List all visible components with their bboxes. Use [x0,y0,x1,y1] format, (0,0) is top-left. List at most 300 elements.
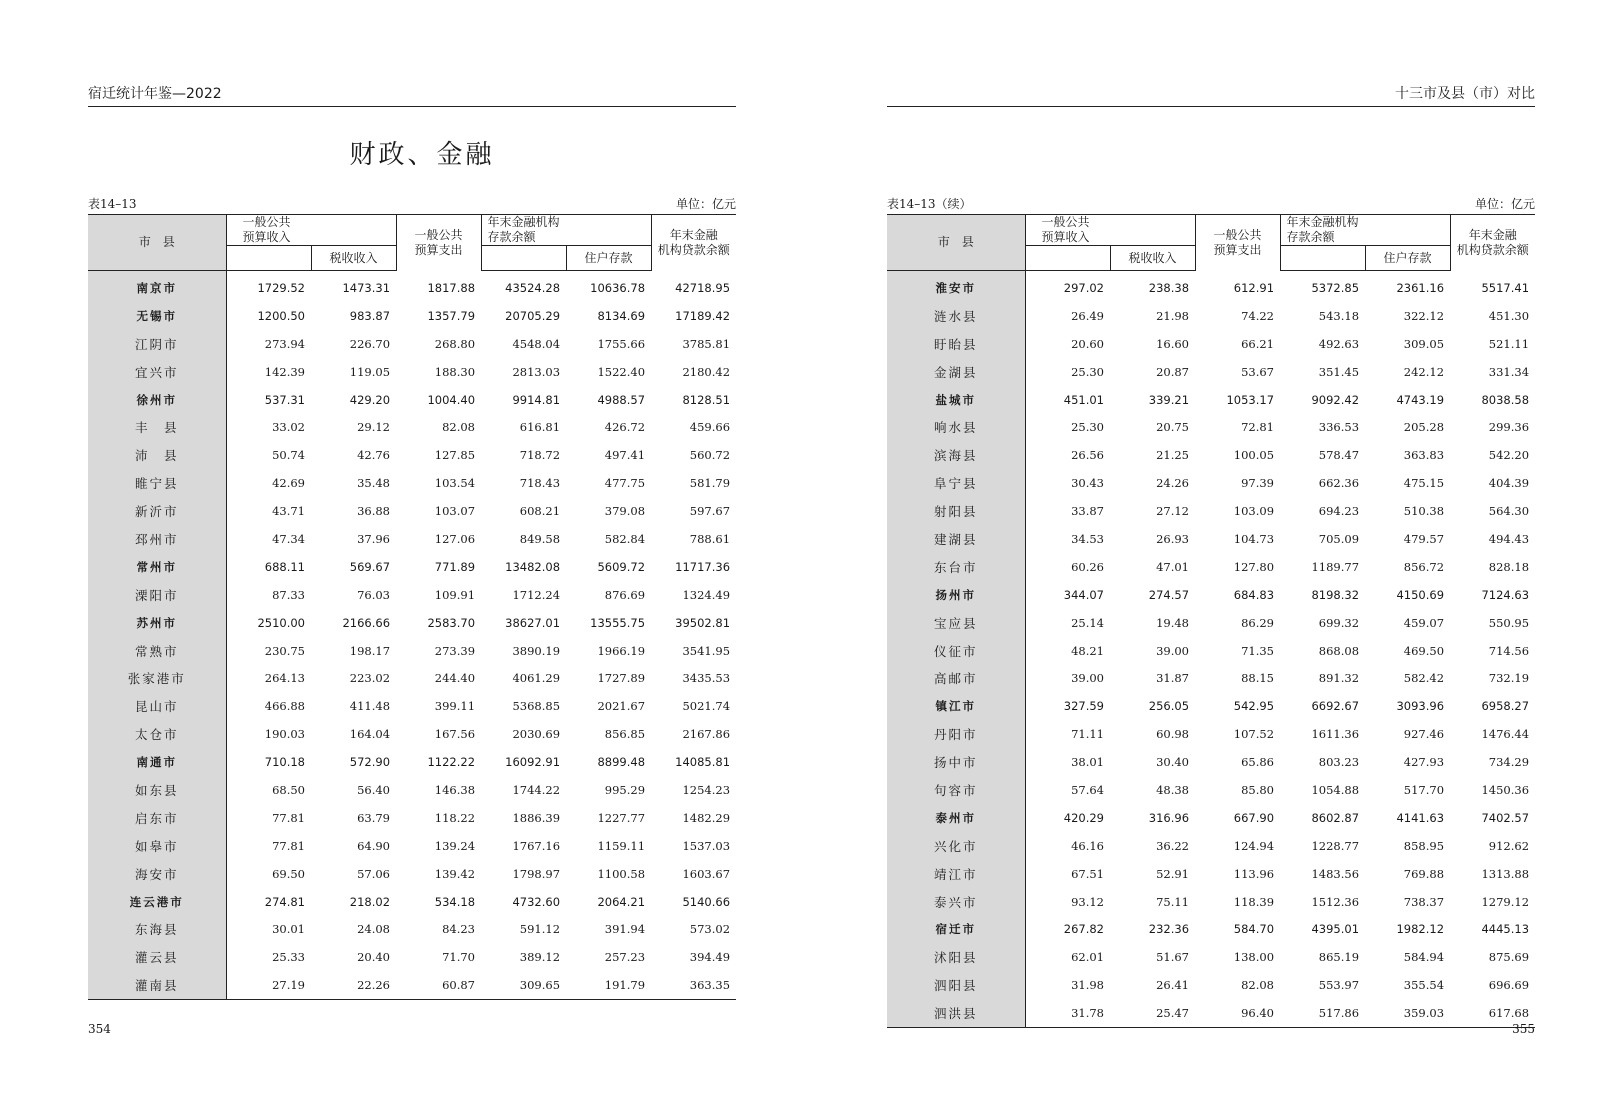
household-deposits-cell: 738.37 [1403,894,1445,909]
loans-cell: 3435.53 [682,671,731,686]
budget-expenditure-cell: 72.81 [1241,420,1275,435]
region-name-cell: 泗阳县 [887,971,1025,999]
region-name-cell: 如东县 [88,776,226,804]
table-row [887,469,1535,497]
budget-expenditure-cell: 167.56 [434,727,476,742]
header-budget-revenue: 一般公共 预算收入 [226,215,396,246]
household-deposits-cell: 8899.48 [597,755,646,770]
loans-cell: 394.49 [689,950,731,965]
loans-cell: 299.36 [1488,420,1530,435]
loans-cell: 451.30 [1488,308,1530,323]
household-deposits-cell: 8134.69 [597,308,646,323]
deposits-cell: 4395.01 [1311,922,1360,937]
budget-revenue-cell: 273.94 [264,336,305,351]
budget-revenue-cell: 93.12 [1071,894,1104,909]
budget-revenue-cell: 39.00 [1071,671,1104,686]
region-name-cell: 丰 县 [88,413,226,441]
header-region: 市 县 [887,215,1025,271]
header-loans: 年末金融 机构贷款余额 [1450,215,1535,271]
loans-cell: 494.43 [1488,531,1530,546]
household-deposits-cell: 191.79 [566,971,651,999]
deposits-cell: 309.65 [481,971,566,999]
table-row [88,581,736,609]
budget-revenue-cell: 25.33 [272,950,305,965]
region-name-cell: 宜兴市 [88,358,226,386]
household-deposits-cell: 582.42 [1403,671,1445,686]
budget-revenue-cell: 327.59 [1063,699,1104,714]
tax-revenue-cell: 52.91 [1156,866,1190,881]
budget-expenditure-cell: 109.91 [434,587,476,602]
household-deposits-cell: 427.93 [1403,755,1445,770]
table-row [887,748,1535,776]
budget-revenue-cell: 31.98 [1071,978,1104,993]
tax-revenue-cell: 36.88 [357,504,391,519]
tax-revenue-cell: 119.05 [349,364,391,379]
table-row [887,609,1535,637]
table-number: 表14–13（续） [887,197,972,211]
loans-cell: 3785.81 [682,336,731,351]
tax-revenue-cell: 20.75 [1156,420,1190,435]
household-deposits-cell: 479.57 [1403,531,1445,546]
loans-cell: 5140.66 [682,894,731,909]
loans-cell: 42718.95 [675,280,731,295]
household-deposits-cell: 1522.40 [597,364,646,379]
budget-revenue-cell: 20.60 [1071,336,1104,351]
deposits-cell: 718.72 [519,448,561,463]
header-spacer [1280,246,1365,271]
deposits-cell: 9914.81 [512,392,561,407]
tax-revenue-cell: 36.22 [1156,838,1190,853]
loans-cell: 14085.81 [675,755,731,770]
budget-expenditure-cell: 74.22 [1241,308,1275,323]
tax-revenue-cell: 51.67 [1156,950,1190,965]
budget-expenditure-cell: 127.06 [434,531,476,546]
household-deposits-cell: 2021.67 [597,699,646,714]
deposits-cell: 662.36 [1318,476,1360,491]
region-name-cell: 兴化市 [887,832,1025,860]
region-name-cell: 沛 县 [88,441,226,469]
loans-cell: 542.20 [1488,448,1530,463]
finance-table [88,214,736,1000]
tax-revenue-cell: 198.17 [349,643,391,658]
deposits-cell: 3890.19 [512,643,561,658]
loans-cell: 1279.12 [1481,894,1530,909]
region-name-cell: 盱眙县 [887,330,1025,358]
region-name-cell: 射阳县 [887,497,1025,525]
budget-revenue-cell: 537.31 [264,392,305,407]
loans-cell: 788.61 [689,531,731,546]
loans-cell: 1603.67 [682,866,731,881]
budget-revenue-cell: 67.51 [1071,866,1104,881]
region-name-cell: 南京市 [88,271,226,302]
budget-revenue-cell: 68.50 [272,782,305,797]
household-deposits-cell: 510.38 [1403,504,1445,519]
budget-revenue-cell: 26.56 [1071,448,1104,463]
region-name-cell: 阜宁县 [887,469,1025,497]
table-row [887,971,1535,999]
region-name-cell: 启东市 [88,804,226,832]
table-row [887,832,1535,860]
household-deposits-cell: 584.94 [1403,950,1445,965]
loans-cell: 560.72 [689,448,731,463]
tax-revenue-cell: 60.98 [1156,727,1190,742]
budget-revenue-cell: 25.30 [1071,420,1104,435]
household-deposits-cell: 1982.12 [1396,922,1445,937]
budget-revenue-cell: 27.19 [226,971,311,999]
region-name-cell: 灌南县 [88,971,226,999]
table-row [88,609,736,637]
deposits-cell: 718.43 [519,476,561,491]
household-deposits-cell: 355.54 [1403,978,1445,993]
region-name-cell: 扬州市 [887,581,1025,609]
tax-revenue-cell: 76.03 [357,587,391,602]
table-row [88,271,736,302]
budget-revenue-cell: 451.01 [1063,392,1104,407]
budget-expenditure-cell: 96.40 [1195,999,1280,1027]
table-row [887,637,1535,665]
household-deposits-cell: 856.72 [1403,559,1445,574]
table-row [88,386,736,414]
tax-revenue-cell: 47.01 [1156,559,1190,574]
household-deposits-cell: 10636.78 [590,280,646,295]
table-row [887,386,1535,414]
table-row [887,776,1535,804]
header-budget-expenditure: 一般公共 预算支出 [1195,215,1280,271]
household-deposits-cell: 4988.57 [597,392,646,407]
table-row [88,469,736,497]
budget-expenditure-cell: 113.96 [1233,866,1275,881]
running-head: 宿迁统计年鉴—2022 [88,84,736,107]
budget-revenue-cell: 31.78 [1025,999,1110,1027]
deposits-cell: 5368.85 [512,699,561,714]
budget-expenditure-cell: 534.18 [434,894,476,909]
region-name-cell: 淮安市 [887,271,1025,302]
region-name-cell: 建湖县 [887,525,1025,553]
loans-cell: 8128.51 [682,392,731,407]
budget-revenue-cell: 46.16 [1071,838,1104,853]
household-deposits-cell: 391.94 [604,922,646,937]
table-row [887,720,1535,748]
budget-revenue-cell: 688.11 [264,559,305,574]
loans-cell: 1324.49 [682,587,731,602]
budget-expenditure-cell: 71.70 [442,950,476,965]
deposits-cell: 492.63 [1318,336,1360,351]
budget-revenue-cell: 71.11 [1071,727,1104,742]
household-deposits-cell: 582.84 [604,531,646,546]
tax-revenue-cell: 411.48 [349,699,391,714]
loans-cell: 875.69 [1488,950,1530,965]
deposits-cell: 4061.29 [512,671,561,686]
household-deposits-cell: 858.95 [1403,838,1445,853]
household-deposits-cell: 497.41 [604,448,646,463]
table-row [88,302,736,330]
budget-revenue-cell: 274.81 [264,894,305,909]
region-name-cell: 常熟市 [88,637,226,665]
tax-revenue-cell: 63.79 [357,810,391,825]
budget-revenue-cell: 466.88 [264,699,305,714]
household-deposits-cell: 477.75 [604,476,646,491]
loans-cell: 4445.13 [1481,922,1530,937]
loans-cell: 363.35 [651,971,736,999]
page-number: 354 [88,1022,111,1036]
budget-revenue-cell: 297.02 [1063,280,1104,295]
loans-cell: 2180.42 [682,364,731,379]
budget-expenditure-cell: 124.94 [1233,838,1275,853]
table-row [88,553,736,581]
table-row [88,971,736,999]
table-row [887,553,1535,581]
table-row [88,692,736,720]
table-body [887,271,1535,1028]
header-tax-revenue: 税收收入 [311,246,396,271]
loans-cell: 17189.42 [675,308,731,323]
tax-revenue-cell: 22.26 [311,971,396,999]
table-row [887,525,1535,553]
table-body [88,271,736,1000]
budget-revenue-cell: 42.69 [272,476,305,491]
tax-revenue-cell: 39.00 [1156,643,1190,658]
household-deposits-cell: 2361.16 [1396,280,1445,295]
region-name-cell: 张家港市 [88,664,226,692]
budget-expenditure-cell: 399.11 [434,699,476,714]
budget-expenditure-cell: 139.42 [434,866,476,881]
household-deposits-cell: 856.85 [604,727,646,742]
deposits-cell: 1798.97 [512,866,561,881]
tax-revenue-cell: 75.11 [1156,894,1190,909]
header-budget-expenditure: 一般公共 预算支出 [396,215,481,271]
budget-expenditure-cell: 118.39 [1233,894,1275,909]
tax-revenue-cell: 16.60 [1156,336,1190,351]
household-deposits-cell: 1727.89 [597,671,646,686]
budget-expenditure-cell: 82.08 [442,420,476,435]
tax-revenue-cell: 1473.31 [342,280,391,295]
tax-revenue-cell: 429.20 [349,392,391,407]
loans-cell: 714.56 [1488,643,1530,658]
tax-revenue-cell: 339.21 [1148,392,1190,407]
table-caption [887,196,1535,212]
table-row [887,664,1535,692]
tax-revenue-cell: 26.93 [1156,531,1190,546]
deposits-cell: 553.97 [1318,978,1360,993]
table-row [88,804,736,832]
table-row [887,999,1535,1027]
budget-expenditure-cell: 86.29 [1241,615,1275,630]
loans-cell: 404.39 [1488,476,1530,491]
region-name-cell: 镇江市 [887,692,1025,720]
table-row [887,330,1535,358]
region-name-cell: 邳州市 [88,525,226,553]
table-row [88,664,736,692]
budget-revenue-cell: 77.81 [272,810,305,825]
deposits-cell: 578.47 [1318,448,1360,463]
table-row [887,302,1535,330]
loans-cell: 1537.03 [682,838,731,853]
table-row [88,888,736,916]
tax-revenue-cell: 30.40 [1156,755,1190,770]
budget-revenue-cell: 48.21 [1071,643,1104,658]
household-deposits-cell: 4743.19 [1396,392,1445,407]
tax-revenue-cell: 56.40 [357,782,391,797]
budget-expenditure-cell: 684.83 [1233,587,1275,602]
table-caption [88,196,736,212]
deposits-cell: 849.58 [519,531,561,546]
deposits-cell: 891.32 [1318,671,1360,686]
region-name-cell: 东海县 [88,915,226,943]
budget-expenditure-cell: 1053.17 [1226,392,1275,407]
deposits-cell: 8602.87 [1311,810,1360,825]
loans-cell: 6958.27 [1481,699,1530,714]
household-deposits-cell: 475.15 [1403,476,1445,491]
budget-revenue-cell: 33.02 [272,420,305,435]
region-name-cell: 新沂市 [88,497,226,525]
deposits-cell: 1054.88 [1311,782,1360,797]
region-name-cell: 靖江市 [887,860,1025,888]
deposits-cell: 351.45 [1318,364,1360,379]
unit-label: 单位：亿元 [675,197,736,211]
budget-expenditure-cell: 107.52 [1233,727,1275,742]
budget-revenue-cell: 26.49 [1071,308,1104,323]
header-deposits: 年末金融机构 存款余额 [1280,215,1450,246]
loans-cell: 459.66 [689,420,731,435]
deposits-cell: 694.23 [1318,504,1360,519]
household-deposits-cell: 469.50 [1403,643,1445,658]
region-name-cell: 盐城市 [887,386,1025,414]
loans-cell: 331.34 [1488,364,1530,379]
region-name-cell: 句容市 [887,776,1025,804]
region-name-cell: 灌云县 [88,943,226,971]
deposits-cell: 4732.60 [512,894,561,909]
budget-revenue-cell: 57.64 [1071,782,1104,797]
loans-cell: 912.62 [1488,838,1530,853]
budget-expenditure-cell: 103.07 [434,504,476,519]
deposits-cell: 517.86 [1280,999,1365,1027]
tax-revenue-cell: 20.87 [1156,364,1190,379]
tax-revenue-cell: 164.04 [349,727,391,742]
tax-revenue-cell: 31.87 [1156,671,1190,686]
section-title: 财政、金融 [349,140,495,170]
region-name-cell: 泰州市 [887,804,1025,832]
budget-revenue-cell: 420.29 [1063,810,1104,825]
loans-cell: 7402.57 [1481,810,1530,825]
deposits-cell: 803.23 [1318,755,1360,770]
budget-expenditure-cell: 1817.88 [427,280,476,295]
household-deposits-cell: 242.12 [1403,364,1445,379]
household-deposits-cell: 517.70 [1403,782,1445,797]
loans-cell: 696.69 [1488,978,1530,993]
budget-expenditure-cell: 71.35 [1241,643,1275,658]
header-tax-revenue: 税收收入 [1110,246,1195,271]
tax-revenue-cell: 24.08 [357,922,391,937]
deposits-cell: 336.53 [1318,420,1360,435]
loans-cell: 3541.95 [682,643,731,658]
loans-cell: 550.95 [1488,615,1530,630]
region-name-cell: 海安市 [88,860,226,888]
household-deposits-cell: 379.08 [604,504,646,519]
table-row [887,441,1535,469]
region-name-cell: 高邮市 [887,664,1025,692]
deposits-cell: 16092.91 [505,755,561,770]
budget-revenue-cell: 87.33 [272,587,305,602]
household-deposits-cell: 1100.58 [597,866,646,881]
budget-expenditure-cell: 2583.70 [427,615,476,630]
region-name-cell: 睢宁县 [88,469,226,497]
tax-revenue-cell: 42.76 [357,448,391,463]
budget-expenditure-cell: 82.08 [1241,978,1275,993]
budget-expenditure-cell: 268.80 [434,336,476,351]
tax-revenue-cell: 2166.66 [342,615,391,630]
deposits-cell: 5372.85 [1311,280,1360,295]
region-name-cell: 沭阳县 [887,943,1025,971]
household-deposits-cell: 2064.21 [597,894,646,909]
tax-revenue-cell: 316.96 [1148,810,1190,825]
budget-revenue-cell: 38.01 [1071,755,1104,770]
loans-cell: 5021.74 [682,699,731,714]
table-row [887,888,1535,916]
table-row [887,497,1535,525]
tax-revenue-cell: 238.38 [1148,280,1190,295]
region-name-cell: 连云港市 [88,888,226,916]
loans-cell: 732.19 [1488,671,1530,686]
deposits-cell: 865.19 [1318,950,1360,965]
header-deposits: 年末金融机构 存款余额 [481,215,651,246]
tax-revenue-cell: 27.12 [1156,504,1190,519]
budget-revenue-cell: 77.81 [272,838,305,853]
deposits-cell: 13482.08 [505,559,561,574]
header-loans: 年末金融 机构贷款余额 [651,215,736,271]
household-deposits-cell: 995.29 [604,782,646,797]
budget-expenditure-cell: 1004.40 [427,392,476,407]
deposits-cell: 1512.36 [1311,894,1360,909]
region-name-cell: 扬中市 [887,748,1025,776]
table-row [88,497,736,525]
budget-revenue-cell: 50.74 [272,448,305,463]
budget-revenue-cell: 43.71 [272,504,305,519]
region-name-cell: 宿迁市 [887,915,1025,943]
table-row [88,720,736,748]
tax-revenue-cell: 226.70 [349,336,391,351]
tax-revenue-cell: 21.98 [1156,308,1190,323]
household-deposits-cell: 1755.66 [597,336,646,351]
region-name-cell: 仪征市 [887,637,1025,665]
tax-revenue-cell: 223.02 [349,671,391,686]
budget-expenditure-cell: 138.00 [1233,950,1275,965]
loans-cell: 734.29 [1488,755,1530,770]
tax-revenue-cell: 64.90 [357,838,391,853]
deposits-cell: 699.32 [1318,615,1360,630]
region-name-cell: 东台市 [887,553,1025,581]
unit-label: 单位：亿元 [1474,197,1535,211]
deposits-cell: 6692.67 [1311,699,1360,714]
budget-revenue-cell: 25.14 [1071,615,1104,630]
budget-expenditure-cell: 139.24 [434,838,476,853]
budget-expenditure-cell: 584.70 [1233,922,1275,937]
region-name-cell: 无锡市 [88,302,226,330]
header-spacer [1025,246,1110,271]
region-name-cell: 南通市 [88,748,226,776]
deposits-cell: 591.12 [519,922,561,937]
household-deposits-cell: 1227.77 [597,810,646,825]
table-row [887,860,1535,888]
budget-revenue-cell: 230.75 [264,643,305,658]
budget-expenditure-cell: 100.05 [1233,448,1275,463]
budget-expenditure-cell: 84.23 [442,922,476,937]
budget-expenditure-cell: 244.40 [434,671,476,686]
deposits-cell: 2813.03 [512,364,561,379]
region-name-cell: 溧阳市 [88,581,226,609]
deposits-cell: 1744.22 [512,782,561,797]
loans-cell: 1254.23 [682,782,731,797]
budget-expenditure-cell: 104.73 [1233,531,1275,546]
